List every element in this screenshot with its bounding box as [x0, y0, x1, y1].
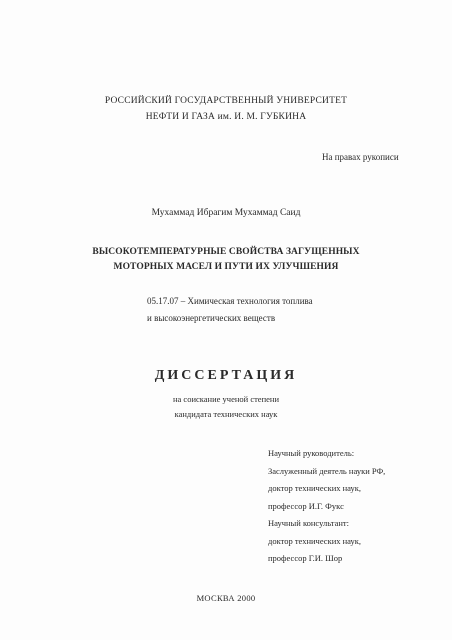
advisor-line-4: профессор И.Г. Фукс [268, 500, 344, 511]
dissertation-title [0, 245, 452, 275]
advisor-line-7: профессор Г.И. Шор [268, 553, 343, 563]
advisor-line-1: Научный руководитель: [268, 448, 355, 458]
advisor-line-5: Научный консультант: [268, 518, 349, 528]
degree-sought [0, 392, 452, 422]
specialty-line-1: 05.17.07 – Химическая технология топлива [147, 296, 313, 306]
author-name: Мухаммад Ибрагим Мухаммад Саид [151, 208, 301, 218]
university-line-2: НЕФТИ И ГАЗА им. И. М. ГУБКИНА [145, 112, 307, 122]
advisors-block [268, 445, 385, 568]
university-name [0, 93, 452, 125]
degree-line-2: кандидата технических наук [174, 409, 278, 419]
city-year: МОСКВА 2000 [196, 593, 256, 603]
document-type-heading: ДИССЕРТАЦИЯ [154, 368, 298, 383]
specialty-line-2: и высокоэнергетических веществ [147, 313, 276, 323]
advisor-line-6: доктор технических наук, [268, 535, 362, 546]
advisor-line-3: доктор технических наук, [268, 483, 362, 493]
university-line-1: РОССИЙСКИЙ ГОСУДАРСТВЕННЫЙ УНИВЕРСИТЕТ [104, 96, 348, 106]
specialty [147, 293, 313, 327]
advisor-line-2: Заслуженный деятель науки РФ, [268, 465, 386, 476]
degree-line-1: на соискание ученой степени [172, 394, 279, 404]
title-line-2: МОТОРНЫХ МАСЕЛ И ПУТИ ИХ УЛУЧШЕНИЯ [113, 262, 339, 272]
title-line-1: ВЫСОКОТЕМПЕРАТУРНЫЕ СВОЙСТВА ЗАГУЩЕННЫХ [92, 247, 360, 257]
manuscript-note: На правах рукописи [322, 152, 399, 162]
